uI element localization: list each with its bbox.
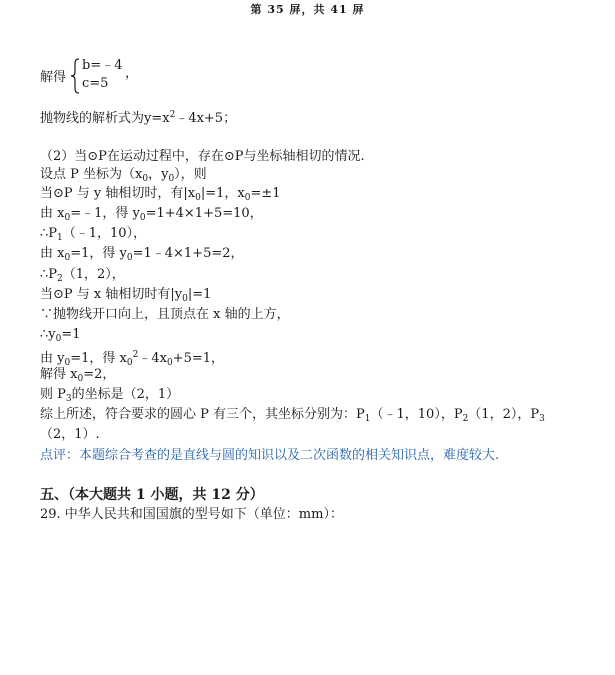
text-line: 当⊙P 与 x 轴相切时有$|y_0|=1$	[40, 287, 212, 304]
text-line: $\therefore P_2(1$，2），	[40, 267, 125, 284]
part-2-intro: （2）当⊙P在运动过程中，存在⊙P与坐标轴相切的情况.	[40, 149, 365, 164]
system-row-2: c=5	[82, 76, 109, 91]
text-line: 设点 P 坐标为（$x_0$，$y_0$），则	[40, 167, 207, 184]
text-line: 则 $P_3$的坐标是（2，1）	[40, 387, 180, 404]
text-line: 当⊙P 与 y 轴相切时，有$|x_0|=1$，$x_0=\pm 1$	[40, 186, 281, 203]
system-comma: ，	[125, 66, 139, 81]
text-line: ∵抛物线开口向上，且顶点在 x 轴的上方，	[40, 307, 290, 322]
text-line: $\therefore y_0=1$	[40, 327, 81, 344]
text-line: 解得 $x_0=2$，	[40, 367, 116, 384]
summary-line: 综上所述，符合要求的圆心 P 有三个，其坐标分别为：$P_1(﹣1$，10），$P_2(1$，2），$P_3$	[40, 407, 545, 424]
summary-line-continued: （2，1）.	[40, 427, 100, 442]
comment-line: 点评：本题综合考查的是直线与圆的知识以及二次函数的相关知识点，难度较大.	[40, 448, 500, 463]
page-header: 第 35 屏，共 41 屏	[250, 3, 365, 16]
system-label: 解得	[40, 70, 67, 85]
system-row-1: b=﹣4	[82, 58, 123, 73]
text-line: $\therefore P_1(﹣1$，10），	[40, 226, 147, 243]
text-line: 由 $x_0=﹣1$，得 $y_0=1+4\times 1+5=10$，	[40, 206, 263, 223]
left-brace-icon	[70, 58, 80, 94]
question-29: 29. 中华人民共和国国旗的型号如下（单位：mm）：	[40, 507, 343, 522]
text-line: 由 $x_0=1$，得 $y_0=1﹣4\times 1+5=2$，	[40, 246, 244, 263]
text-line: 由 $y_0=1$，得 $x_0^2﹣4x_0+5=1$，	[40, 350, 224, 368]
equation-system	[40, 54, 240, 94]
section-heading: 五、（本大题共 1 小题，共 12 分）	[40, 487, 264, 503]
parabola-expression: 抛物线的解析式为$y=x^2﹣4x+5$；	[40, 110, 237, 126]
